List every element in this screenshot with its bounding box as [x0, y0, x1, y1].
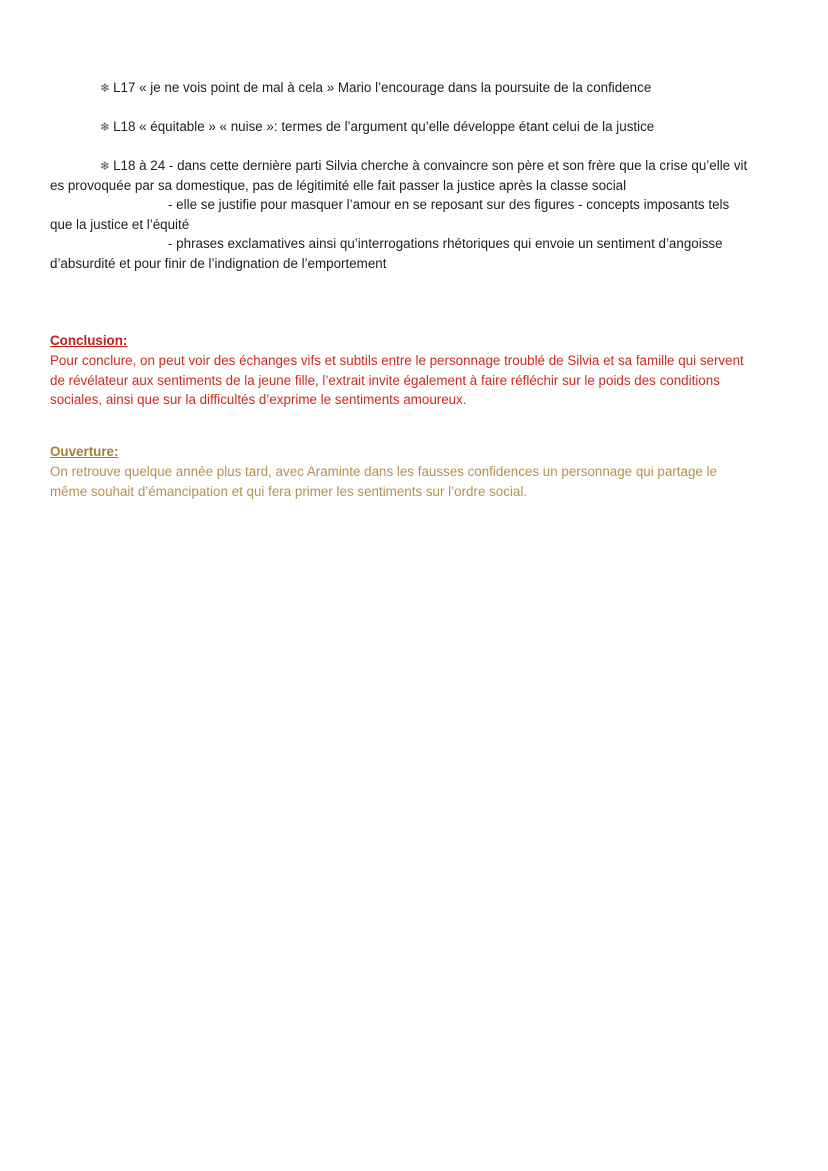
conclusion-line: sociales, ainsi que sur la difficultés d’exprime le sentiments amoureux. — [50, 392, 467, 407]
conclusion-heading: Conclusion: — [50, 333, 128, 348]
note-text: L18 à 24 - dans cette dernière parti Silvia cherche à convaincre son père et son frère que la crise qu’elle vit — [113, 158, 748, 173]
note-subpoint: - phrases exclamatives ainsi qu’interrogations rhétoriques qui envoie un sentiment d’angoisse — [168, 236, 723, 251]
note-l18-24 — [100, 157, 747, 175]
note-text: L18 « équitable » « nuise »: termes de l’argument qu’elle développe étant celui de la justice — [113, 119, 655, 134]
note-continuation-line: que la justice et l’équité — [50, 217, 190, 232]
note-l17 — [100, 79, 651, 97]
note-subpoint: - elle se justifie pour masquer l’amour en se reposant sur des figures - concepts imposants tels — [168, 197, 730, 212]
snowflake-bullet-icon: ❄ — [100, 159, 111, 173]
ouverture-heading: Ouverture: — [50, 444, 119, 459]
note-text: L17 « je ne vois point de mal à cela » Mario l’encourage dans la poursuite de la confidence — [113, 80, 652, 95]
ouverture-line: même souhait d’émancipation et qui fera primer les sentiments sur l’ordre social. — [50, 484, 528, 499]
conclusion-line: Pour conclure, on peut voir des échanges vifs et subtils entre le personnage troublé de Silvia et sa famille qui servent — [50, 353, 744, 368]
snowflake-bullet-icon: ❄ — [100, 81, 111, 95]
note-continuation-line: d’absurdité et pour finir de l’indignation de l’emportement — [50, 256, 387, 271]
ouverture-line: On retrouve quelque année plus tard, avec Araminte dans les fausses confidences un personnage qui partage le — [50, 464, 717, 479]
note-l18 — [100, 118, 654, 136]
conclusion-line: de révélateur aux sentiments de la jeune fille, l’extrait invite également à faire réfléchir sur le poids des conditions — [50, 373, 720, 388]
snowflake-bullet-icon: ❄ — [100, 120, 111, 134]
note-continuation-line: es provoquée par sa domestique, pas de légitimité elle fait passer la justice après la classe social — [50, 178, 627, 193]
